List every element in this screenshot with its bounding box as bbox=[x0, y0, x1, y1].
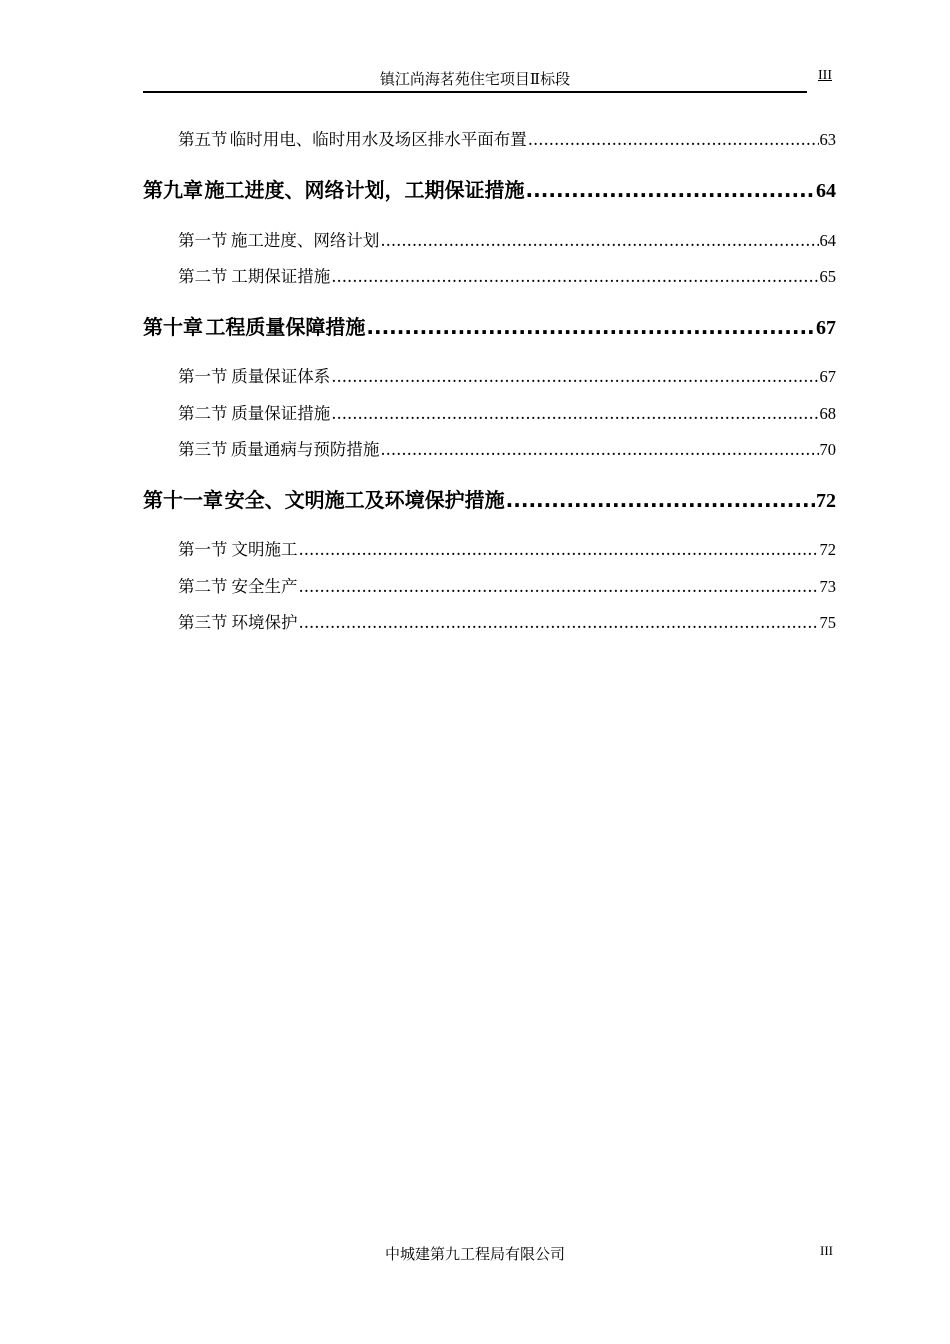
toc-section-title: 安全生产 bbox=[231, 577, 298, 596]
toc-section-title: 工期保证措施 bbox=[231, 267, 331, 286]
toc-chapter-number: 第十一章 bbox=[143, 488, 223, 512]
toc-section-number: 第二节 bbox=[178, 404, 228, 423]
toc-chapter-title: 工程质量保障措施 bbox=[205, 315, 366, 339]
toc-page-number: 67 bbox=[819, 367, 836, 386]
toc-section-number: 第一节 bbox=[178, 231, 228, 250]
toc-section-title: 质量保证措施 bbox=[231, 404, 331, 423]
toc-page-number: 64 bbox=[816, 180, 836, 202]
header-rule bbox=[143, 91, 807, 93]
toc-chapter-title: 安全、文明施工及环境保护措施 bbox=[224, 488, 505, 512]
toc-page-number: 70 bbox=[819, 440, 836, 459]
toc-leader-dots bbox=[366, 315, 815, 339]
toc-page-number: 72 bbox=[819, 540, 836, 559]
toc-section-number: 第三节 bbox=[178, 440, 228, 459]
toc-leader-dots bbox=[380, 440, 818, 459]
toc-section-title: 质量保证体系 bbox=[231, 367, 331, 386]
toc-leader-dots bbox=[331, 267, 818, 286]
toc-leader-dots bbox=[299, 540, 819, 559]
toc-section-number: 第一节 bbox=[178, 367, 228, 386]
toc-page-number: 64 bbox=[819, 231, 836, 250]
toc-leader-dots bbox=[299, 613, 819, 632]
toc-page-number: 63 bbox=[819, 130, 836, 149]
toc-leader-dots bbox=[380, 231, 818, 250]
toc-section-title: 文明施工 bbox=[231, 540, 298, 559]
toc-section-title: 环境保护 bbox=[231, 613, 298, 632]
toc-page-number: 68 bbox=[819, 404, 836, 423]
toc-page-number: 67 bbox=[816, 317, 836, 339]
toc-leader-dots bbox=[299, 577, 819, 596]
toc-page-number: 65 bbox=[819, 267, 836, 286]
toc-entry-chapter[interactable] bbox=[143, 484, 836, 513]
toc-section-number: 第二节 bbox=[178, 267, 228, 286]
toc-chapter-number: 第十章 bbox=[143, 315, 203, 339]
toc-entry-chapter[interactable] bbox=[143, 311, 836, 340]
toc-entry-section[interactable] bbox=[178, 227, 836, 251]
toc-page-number: 75 bbox=[819, 613, 836, 632]
toc-leader-dots bbox=[506, 488, 815, 512]
footer-company: 中城建第九工程局有限公司 bbox=[384, 1245, 565, 1263]
toc-section-number: 第五节 bbox=[178, 130, 228, 149]
toc-chapter-number: 第九章 bbox=[143, 178, 203, 202]
footer-page-number: III bbox=[820, 1243, 833, 1258]
toc-section-title: 施工进度、网络计划 bbox=[230, 231, 380, 250]
toc-entry-section[interactable] bbox=[178, 536, 836, 560]
toc-section-title: 临时用电、临时用水及场区排水平面布置 bbox=[229, 130, 527, 149]
toc-section-number: 第三节 bbox=[178, 613, 228, 632]
toc-section-number: 第二节 bbox=[178, 577, 228, 596]
toc-entry-section[interactable] bbox=[178, 573, 836, 597]
toc-chapter-title: 施工进度、网络计划，工期保证措施 bbox=[204, 178, 525, 202]
toc-entry-section[interactable] bbox=[178, 436, 836, 460]
toc-page-number: 72 bbox=[816, 490, 836, 512]
toc-entry-section[interactable] bbox=[178, 126, 836, 150]
toc-entry-section[interactable] bbox=[178, 263, 836, 287]
toc-entry-section[interactable] bbox=[178, 400, 836, 424]
toc-entry-section[interactable] bbox=[178, 363, 836, 387]
toc-section-title: 质量通病与预防措施 bbox=[230, 440, 380, 459]
toc-leader-dots bbox=[331, 367, 818, 386]
toc-leader-dots bbox=[528, 130, 819, 149]
toc-entry-chapter[interactable] bbox=[143, 174, 836, 203]
toc-section-number: 第一节 bbox=[178, 540, 228, 559]
header-page-number: III bbox=[818, 68, 832, 83]
toc-entry-section[interactable] bbox=[178, 609, 836, 633]
toc-leader-dots bbox=[331, 404, 818, 423]
header-title: 镇江尚海茗苑住宅项目Ⅱ标段 bbox=[379, 70, 571, 88]
toc-leader-dots bbox=[526, 178, 815, 202]
toc-page-number: 73 bbox=[819, 577, 836, 596]
